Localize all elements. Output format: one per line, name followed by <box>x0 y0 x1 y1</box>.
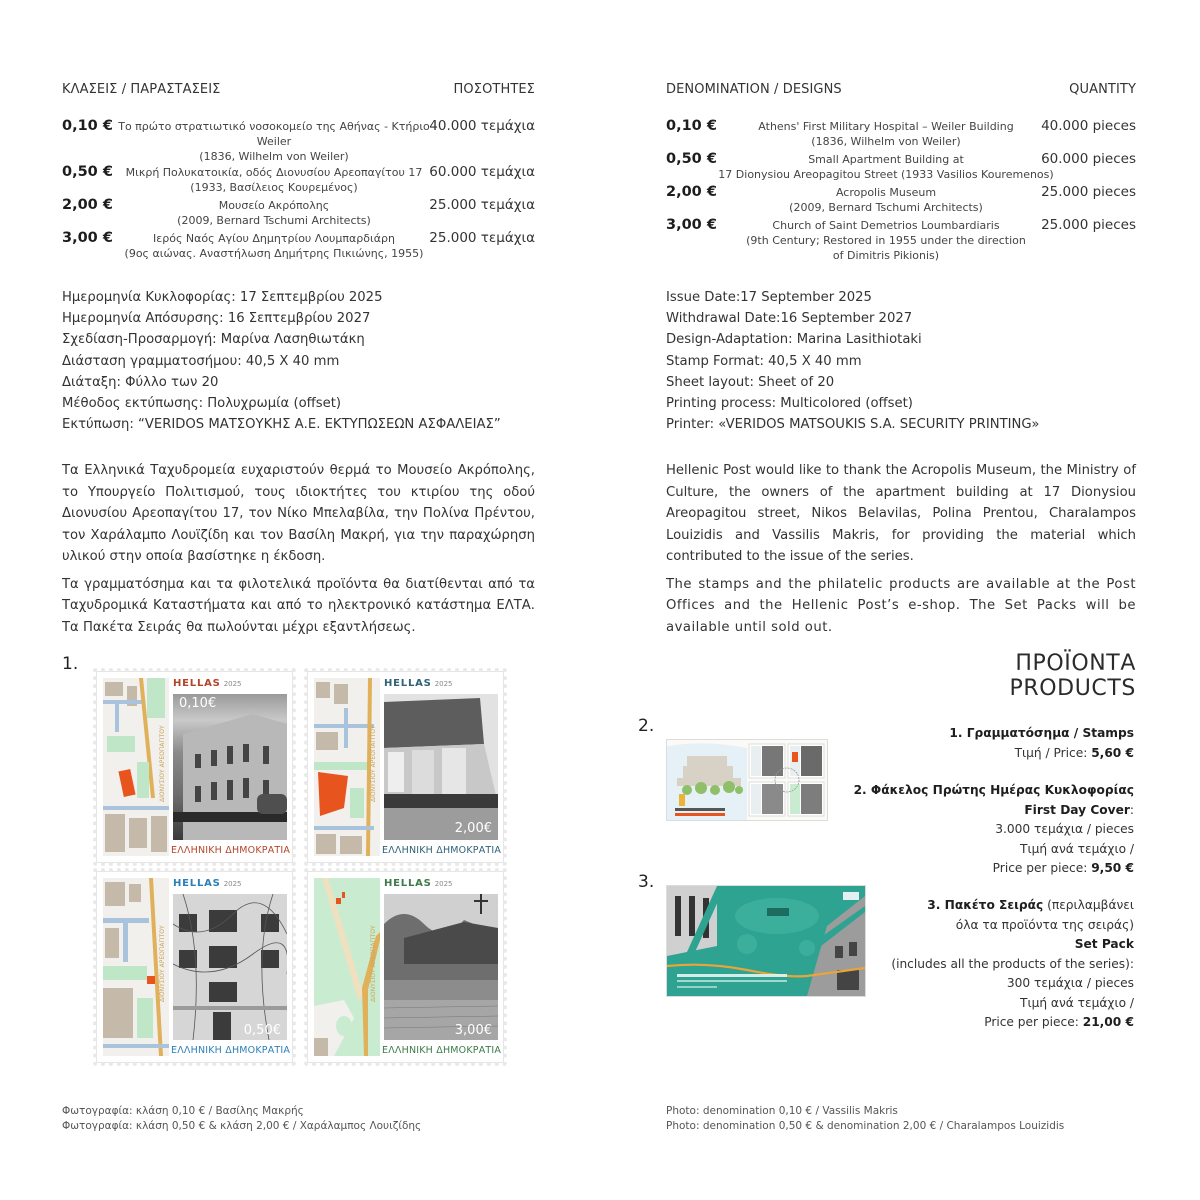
product-quantity: 300 τεμάχια / pieces <box>1006 976 1134 990</box>
product-title: 1. Γραμματόσημα / Stamps <box>949 726 1134 740</box>
english-photo-credits <box>666 1104 1064 1134</box>
design-line: (1933, Βασίλειος Κουρεμένος) <box>190 181 358 194</box>
spec-withdrawal-date: Ημερομηνία Απόσυρσης: 16 Σεπτεμβρίου 2027 <box>62 311 371 327</box>
spec-sheet-layout: Sheet layout: Sheet of 20 <box>666 374 835 390</box>
denomination: 3,00 € <box>62 230 113 246</box>
country-label <box>173 678 242 689</box>
spec-format: Διάσταση γραμματοσήμου: 40,5 Χ 40 mm <box>62 353 340 369</box>
spec-design: Σχεδίαση-Προσαρμογή: Μαρίνα Λασηθιωτάκη <box>62 332 365 348</box>
quantity: 25.000 τεμάχια <box>429 230 535 246</box>
country-name: HELLAS <box>173 678 221 689</box>
greek-specifications <box>62 287 535 435</box>
set-pack-image[interactable] <box>667 886 865 996</box>
price-label-greek: Τιμή ανά τεμάχιο / <box>1020 995 1134 1010</box>
spec-printing-process: Μέθοδος εκτύπωσης: Πολυχρωμία (offset) <box>62 396 342 412</box>
republic-label: ΕΛΛΗΝΙΚΗ ΔΗΜΟΚΡΑΤΙΑ <box>171 845 291 856</box>
stamp-year: 2025 <box>434 880 453 888</box>
design-line: Acropolis Museum <box>835 186 937 199</box>
price-value: 21,00 € <box>1082 1015 1134 1029</box>
spec-issue-date: Ημερομηνία Κυκλοφορίας: 17 Σεπτεμβρίου 2025 <box>62 290 383 305</box>
spec-issue-date: Issue Date:17 September 2025 <box>666 290 872 305</box>
english-column <box>666 0 1136 640</box>
english-specifications <box>666 287 1136 435</box>
republic-label: ΕΛΛΗΝΙΚΗ ΔΗΜΟΚΡΑΤΙΑ <box>171 1045 291 1056</box>
thanks-paragraph: Hellenic Post would like to thank the Acropolis Museum, the Ministry of Culture, the owners of the apartment building at 17 Dionysiou Areopagitou street, Nikos Belavilas, Polina Prentou, Charalampos Louizidis and Vassilis Makris, for providing the material which contributed to the issue of the series. <box>666 463 1136 564</box>
product-number-1: 1. <box>62 654 79 674</box>
country-label <box>384 678 453 689</box>
first-day-cover-image[interactable] <box>667 740 827 820</box>
stamp-2-00[interactable] <box>308 672 503 862</box>
design-description <box>736 118 1036 149</box>
credit-line: Φωτογραφία: κλάση 0,10 € / Βασίλης Μακρής <box>62 1105 304 1117</box>
stamp-year: 2025 <box>223 680 242 688</box>
stamp-row <box>666 118 1136 151</box>
country-label <box>173 878 242 889</box>
product-subtitle: Set Pack <box>1074 937 1134 951</box>
greek-acknowledgements <box>62 460 535 644</box>
spec-printer: Printer: «VERIDOS MATSOUKIS S.A. SECURITY PRINTING» <box>666 417 1040 433</box>
stamp-row <box>666 184 1136 217</box>
products-title-english: PRODUCTS <box>1009 676 1136 701</box>
stamp-year: 2025 <box>223 880 242 888</box>
price-value: 5,60 € <box>1091 745 1134 760</box>
price-label-greek: Τιμή ανά τεμάχιο / <box>1020 841 1134 856</box>
design-line: Το πρώτο στρατιωτικό νοσοκομείο της Αθήνας - Κτήριο Weiler <box>118 120 430 148</box>
design-description <box>114 118 434 164</box>
stamp-value: 2,00€ <box>454 821 492 836</box>
design-line: Ιερός Ναός Αγίου Δημητρίου Λουμπαρδιάρη <box>153 232 395 245</box>
stamp-value: 3,00€ <box>454 1023 492 1038</box>
denomination: 0,10 € <box>666 118 717 134</box>
product-subtitle: First Day Cover <box>1024 802 1130 817</box>
stamp-value: 0,10€ <box>179 696 217 711</box>
credit-line: Photo: denomination 0,10 € / Vassilis Makris <box>666 1105 898 1117</box>
design-line: Athens' First Military Hospital – Weiler Building <box>758 120 1014 133</box>
greek-stamp-list <box>62 118 535 263</box>
stamp-3-00[interactable] <box>308 872 503 1062</box>
denomination: 2,00 € <box>666 184 717 200</box>
designs-header: DENOMINATION / DESIGNS <box>666 82 842 97</box>
stamp-row <box>62 197 535 230</box>
product-number-2: 2. <box>638 716 655 736</box>
products-title <box>1010 651 1136 701</box>
country-name: HELLAS <box>384 878 432 889</box>
quantity: 40.000 τεμάχια <box>429 118 535 134</box>
quantity: 40.000 pieces <box>1041 118 1136 134</box>
product-title: 2. Φάκελος Πρώτης Ημέρας Κυκλοφορίας <box>853 783 1134 797</box>
quantity-header: ΠΟΣΟΤΗΤΕΣ <box>453 82 535 97</box>
denomination: 3,00 € <box>666 217 717 233</box>
design-description <box>716 151 1056 182</box>
country-label <box>384 878 453 889</box>
stamp-0-10[interactable] <box>97 672 292 862</box>
subtitle-suffix: : <box>1129 802 1134 817</box>
english-acknowledgements <box>666 460 1136 644</box>
designs-header: ΚΛΑΣΕΙΣ / ΠΑΡΑΣΤΑΣΕΙΣ <box>62 82 221 97</box>
quantity: 25.000 pieces <box>1041 184 1136 200</box>
product-title-suffix: (περιλαμβάνει <box>1043 898 1134 912</box>
price-label: Price per piece: <box>992 861 1092 875</box>
stamp-row <box>62 230 535 263</box>
spec-format: Stamp Format: 40,5 X 40 mm <box>666 353 862 369</box>
quantity: 60.000 pieces <box>1041 151 1136 167</box>
stamp-row <box>666 217 1136 263</box>
availability-paragraph: Τα γραμματόσημα και τα φιλοτελικά προϊόντα θα διατίθενται από τα Ταχυδρομικά Καταστήματα και από το ηλεκτρονικό κατάστημα ΕΛΤΑ. Τα Πακέτα Σειράς θα πωλούνται μέχρι εξαντλήσεως. <box>62 576 535 635</box>
street-label: ΔΙΟΝΥΣΙΟΥ ΑΡΕΟΠΑΓΙΤΟΥ <box>370 925 377 1002</box>
design-line: Church of Saint Demetrios Loumbardiaris <box>772 219 1000 232</box>
stamp-value: 0,50€ <box>243 1023 281 1038</box>
design-description <box>114 164 434 195</box>
price-value: 9,50 € <box>1091 861 1134 875</box>
design-description <box>736 184 1036 215</box>
product-quantity: 3.000 τεμάχια / pieces <box>995 822 1134 836</box>
country-name: HELLAS <box>384 678 432 689</box>
greek-table-header <box>62 82 535 100</box>
spec-design: Design-Adaptation: Marina Lasithiotaki <box>666 332 922 348</box>
denomination: 2,00 € <box>62 197 113 213</box>
photo-weiler-building <box>173 694 287 840</box>
photo-acropolis-museum <box>384 694 498 840</box>
product-stamps <box>949 724 1134 763</box>
english-stamp-list <box>666 118 1136 263</box>
design-line: (1836, Wilhelm von Weiler) <box>811 135 961 148</box>
design-line: (2009, Bernard Tschumi Architects) <box>789 201 983 214</box>
stamp-year: 2025 <box>434 680 453 688</box>
stamp-row <box>62 118 535 164</box>
country-name: HELLAS <box>173 878 221 889</box>
stamp-row <box>62 164 535 197</box>
denomination: 0,10 € <box>62 118 113 134</box>
design-line: 17 Dionysiou Areopagitou Street (1933 Vasilios Kouremenos) <box>718 168 1054 181</box>
design-line: of Dimitris Pikionis) <box>832 249 940 262</box>
spec-printing-process: Printing process: Multicolored (offset) <box>666 396 913 412</box>
availability-paragraph: The stamps and the philatelic products are available at the Post Offices and the Hellenic Post’s e-shop. The Set Packs will be available until sold out. <box>666 576 1136 635</box>
design-description <box>114 197 434 228</box>
price-label: Τιμή / Price: <box>1014 745 1092 760</box>
product-first-day-cover <box>854 781 1134 879</box>
spec-printer: Εκτύπωση: “VERIDOS ΜΑΤΣΟΥΚΗΣ Α.Ε. ΕΚΤΥΠΩΣΕΩΝ ΑΣΦΑΛΕΙΑΣ” <box>62 417 501 433</box>
greek-photo-credits <box>62 1104 421 1134</box>
denomination: 0,50 € <box>62 164 113 180</box>
street-label: ΔΙΟΝΥΣΙΟΥ ΑΡΕΟΠΑΓΙΤΟΥ <box>159 725 166 802</box>
republic-label: ΕΛΛΗΝΙΚΗ ΔΗΜΟΚΡΑΤΙΑ <box>382 845 502 856</box>
credit-line: Photo: denomination 0,50 € & denomination 2,00 € / Charalampos Louizidis <box>666 1120 1065 1132</box>
product-subtitle-line2: (includes all the products of the series): <box>891 956 1134 971</box>
denomination: 0,50 € <box>666 151 717 167</box>
design-line: (1836, Wilhelm von Weiler) <box>199 150 349 163</box>
design-line: Μουσείο Ακρόπολης <box>218 199 330 212</box>
product-set-pack <box>891 896 1134 1033</box>
quantity: 60.000 τεμάχια <box>429 164 535 180</box>
republic-label: ΕΛΛΗΝΙΚΗ ΔΗΜΟΚΡΑΤΙΑ <box>382 1045 502 1056</box>
quantity-header: QUANTITY <box>1069 82 1136 97</box>
design-description <box>736 217 1036 263</box>
design-line: (9th Century; Restored in 1955 under the direction <box>746 234 1026 247</box>
english-table-header <box>666 82 1136 100</box>
stamp-0-50[interactable] <box>97 872 292 1062</box>
photo-apartment-building <box>173 894 287 1040</box>
spec-withdrawal-date: Withdrawal Date:16 September 2027 <box>666 311 913 327</box>
street-label: ΔΙΟΝΥΣΙΟΥ ΑΡΕΟΠΑΓΙΤΟΥ <box>159 925 166 1002</box>
credit-line: Φωτογραφία: κλάση 0,50 € & κλάση 2,00 € / Χαράλαμπος Λουιζίδης <box>62 1120 422 1132</box>
design-line: Small Apartment Building at <box>808 153 964 166</box>
design-line: (2009, Bernard Tschumi Architects) <box>177 214 371 227</box>
product-number-3: 3. <box>638 872 655 892</box>
price-label: Price per piece: <box>984 1015 1083 1029</box>
design-line: Μικρή Πολυκατοικία, οδός Διονυσίου Αρεοπαγίτου 17 <box>125 166 423 179</box>
thanks-paragraph: Τα Ελληνικά Ταχυδρομεία ευχαριστούν θερμά το Μουσείο Ακρόπολης, το Υπουργείο Πολιτισμού, τους ιδιοκτήτες του κτιρίου της οδού Διονυσίου Αρεοπαγίτου 17, τον Νίκο Μπελαβίλα, την Πολίνα Πρέντου, τον Χαράλαμπο Λουϊζίδη και τον Βασίλη Μακρή, για την παραχώρηση υλικού στην οποία βασίστηκε η έκδοση. <box>62 463 535 564</box>
street-label: ΔΙΟΝΥΣΙΟΥ ΑΡΕΟΠΑΓΙΤΟΥ <box>370 725 377 802</box>
quantity: 25.000 τεμάχια <box>429 197 535 213</box>
product-title-line2: όλα τα προϊόντα της σειράς) <box>955 917 1134 932</box>
quantity: 25.000 pieces <box>1041 217 1136 233</box>
design-description <box>114 230 434 261</box>
products-title-greek: ΠΡΟΪΟΝΤΑ <box>1015 651 1136 676</box>
spec-sheet-layout: Διάταξη: Φύλλο των 20 <box>62 374 219 390</box>
product-title: 3. Πακέτο Σειράς <box>927 898 1044 912</box>
stamp-row <box>666 151 1136 184</box>
photo-church-loumbardiaris <box>384 894 498 1040</box>
design-line: (9ος αιώνας. Αναστήλωση Δημήτρης Πικιώνης, 1955) <box>124 247 424 260</box>
